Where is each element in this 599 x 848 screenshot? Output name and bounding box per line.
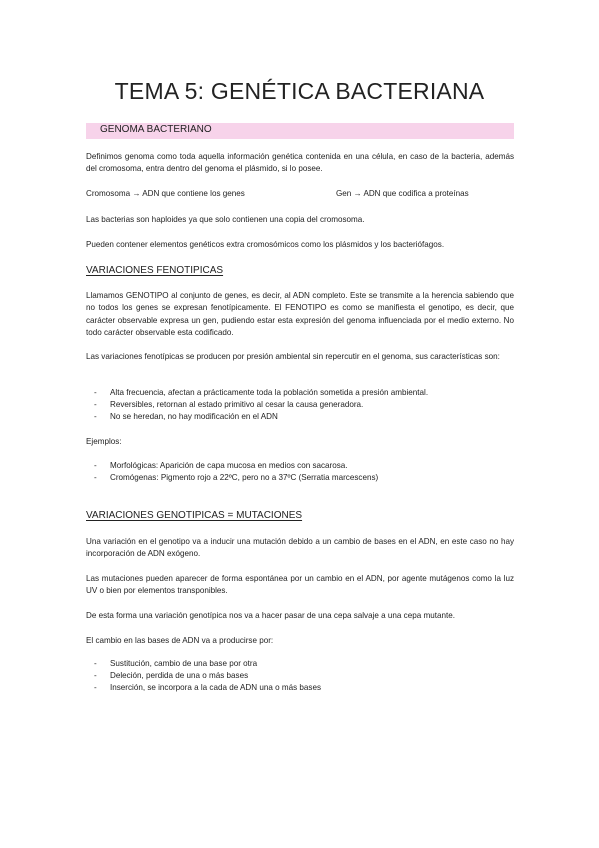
definition-gen: Gen → ADN que codifica a proteínas xyxy=(336,189,469,198)
list-item: Sustitución, cambio de una base por otra xyxy=(110,659,258,668)
section-heading-highlight xyxy=(86,123,514,139)
list-bullet: - xyxy=(94,461,97,470)
paragraph-cambio-bases: El cambio en las bases de ADN va a producirse por: xyxy=(86,636,274,645)
section-heading-genoma: GENOMA BACTERIANO xyxy=(100,124,212,135)
paragraph-variaciones-fenotipicas: Las variaciones fenotípicas se producen por presión ambiental sin repercutir en el genoma, sus características son: xyxy=(86,352,500,361)
paragraph-mutaciones-espontaneas: Las mutaciones pueden aparecer de forma espontánea por un cambio en el ADN, por agente mutágenos como la luz UV o bien por elementos transponibles. xyxy=(86,574,514,596)
section-heading-mutaciones: VARIACIONES GENOTIPICAS = MUTACIONES xyxy=(86,510,303,521)
list-bullet: - xyxy=(94,400,97,409)
page-title: TEMA 5: GENÉTICA BACTERIANA xyxy=(114,78,485,104)
definition-cromosoma: Cromosoma → ADN que contiene los genes xyxy=(86,189,245,198)
list-item: Deleción, perdida de una o más bases xyxy=(110,671,249,680)
list-bullet: - xyxy=(94,473,97,482)
paragraph-extracromosomicos: Pueden contener elementos genéticos extra cromosómicos como los plásmidos y los bacteriófagos. xyxy=(86,240,445,249)
list-bullet: - xyxy=(94,659,97,668)
list-bullet: - xyxy=(94,671,97,680)
paragraph-genotipo-fenotipo: Llamamos GENOTIPO al conjunto de genes, es decir, al ADN completo. Este se transmite a la herencia sabiendo que no todos los genes se expresan fenotípicamente. El FENOTIPO es como se manifiesta el genotipo, es decir, que carácter observable expresa un gen, pudiendo estar esta expresión del genoma influenciada por el medio externo. No todo carácter observable esta codificado. xyxy=(86,291,514,338)
list-bullet: - xyxy=(94,683,97,692)
list-item: Inserción, se incorpora a la cada de ADN una o más bases xyxy=(110,683,322,692)
paragraph-variacion-genotipo: Una variación en el genotipo va a inducir una mutación debido a un cambio de bases en el ADN, en este caso no hay incorporación de ADN exógeno. xyxy=(86,537,514,559)
paragraph-cepa-mutante: De esta forma una variación genotípica nos va a hacer pasar de una cepa salvaje a una cepa mutante. xyxy=(86,611,455,620)
examples-label: Ejemplos: xyxy=(86,437,122,446)
list-bullet: - xyxy=(94,412,97,421)
list-item: No se heredan, no hay modificación en el ADN xyxy=(110,412,278,421)
list-bullet: - xyxy=(94,388,97,397)
list-item: Alta frecuencia, afectan a prácticamente toda la población sometida a presión ambiental. xyxy=(110,388,429,397)
paragraph-haploides: Las bacterias son haploides ya que solo contienen una copia del cromosoma. xyxy=(86,215,365,224)
list-item: Cromógenas: Pigmento rojo a 22ºC, pero no a 37ºC (Serratia marcescens) xyxy=(110,473,379,482)
section-heading-fenotipicas: VARIACIONES FENOTIPICAS xyxy=(86,265,224,276)
list-item: Morfológicas: Aparición de capa mucosa en medios con sacarosa. xyxy=(110,461,348,470)
list-item: Reversibles, retornan al estado primitivo al cesar la causa generadora. xyxy=(110,400,364,409)
paragraph-genoma-definition: Definimos genoma como toda aquella información genética contenida en una célula, en caso de la bacteria, además del cromosoma, entra dentro del genoma el plásmido, si lo posee. xyxy=(86,152,514,174)
